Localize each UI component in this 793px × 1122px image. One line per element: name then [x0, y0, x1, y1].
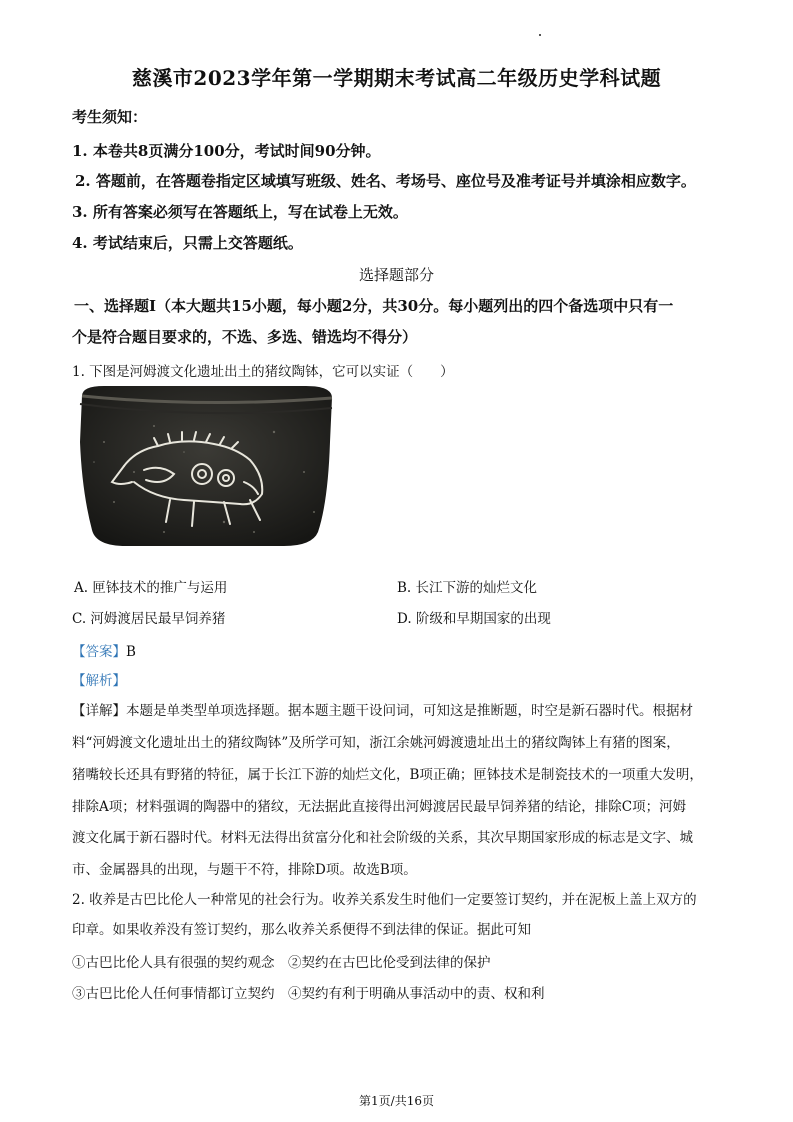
- detail-line-2: 料“河姆渡文化遗址出土的猪纹陶钵”及所学可知，浙江余姚河姆渡遗址出土的猪纹陶钵上有猪的图案，: [72, 735, 680, 751]
- page-footer: 第1页/共16页: [359, 1094, 434, 1108]
- q1-stem: 1. 下图是河姆渡文化遗址出土的猪纹陶钵，它可以实证（ ）: [72, 364, 454, 380]
- detail-text: 本题是单类型单项选择题。据本题主题干设问词，可知这是推断题，时空是新石器时代。根据材: [126, 703, 693, 719]
- detail-line-3: 猪嘴较长还具有野猪的特征，属于长江下游的灿烂文化，B项正确；匣钵技术是制瓷技术的一项重大发明，: [72, 767, 703, 783]
- notice-item-4: 4. 考试结束后，只需上交答题纸。: [72, 234, 303, 252]
- detail-tag: 【详解】: [72, 703, 126, 719]
- notice-item-1: 1. 本卷共8页满分100分，考试时间90分钟。: [72, 142, 381, 160]
- answer-tag: 【答案】: [72, 644, 126, 660]
- section-title: 选择题部分: [358, 266, 434, 284]
- detail-line-6: 市、金属器具的出现，与题干不符，排除D项。故选B项。: [72, 862, 417, 878]
- answer-value: B: [126, 644, 136, 660]
- notice-heading: 考生须知：: [72, 108, 148, 126]
- q1-option-b: B. 长江下游的灿烂文化: [397, 580, 538, 596]
- q2-stem-line-2: 印章。如果收养没有签订契约，那么收养关系便得不到法律的保证。据此可知: [72, 922, 531, 938]
- part-heading-line-1: 一、选择题Ⅰ（本大题共15小题，每小题2分，共30分。每小题列出的四个备选项中只有一: [74, 297, 674, 315]
- q1-option-d: D. 阶级和早期国家的出现: [397, 611, 551, 627]
- part-heading-line-2: 个是符合题目要求的，不选、多选、错选均不得分）: [72, 328, 418, 346]
- notice-item-3: 3. 所有答案必须写在答题纸上，写在试卷上无效。: [72, 203, 408, 221]
- pig-pattern-pottery-bowl-image: [74, 382, 336, 550]
- q1-option-c: C. 河姆渡居民最早饲养猪: [72, 611, 226, 627]
- detail-line-4: 排除A项；材料强调的陶器中的猪纹，无法据此直接得出河姆渡居民最早饲养猪的结论，排除C项；河姆: [72, 799, 687, 815]
- detail-line-1: [72, 699, 693, 719]
- q2-stem-line-1: 2. 收养是古巴比伦人一种常见的社会行为。收养关系发生时他们一定要签订契约，并在泥板上盖上双方的: [72, 892, 697, 908]
- notice-item-2: 2. 答题前，在答题卷指定区域填写班级、姓名、考场号、座位号及准考证号并填涂相应数字。: [75, 172, 696, 190]
- q1-answer: [72, 640, 136, 660]
- analysis-tag: 【解析】: [72, 673, 126, 689]
- detail-line-5: 渡文化属于新石器时代。材料无法得出贫富分化和社会阶级的关系，其次早期国家形成的标志是文字、城: [72, 830, 693, 846]
- q1-option-a: A. 匣钵技术的推广与运用: [74, 580, 228, 596]
- q2-statement-line-2: ③古巴比伦人任何事情都订立契约 ④契约有利于明确从事活动中的责、权和利: [72, 986, 545, 1002]
- stray-dot: [539, 34, 541, 36]
- exam-title: 慈溪市2023学年第一学期期末考试高二年级历史学科试题: [131, 66, 662, 90]
- q2-statement-line-1: ①古巴比伦人具有很强的契约观念 ②契约在古巴比伦受到法律的保护: [72, 955, 491, 971]
